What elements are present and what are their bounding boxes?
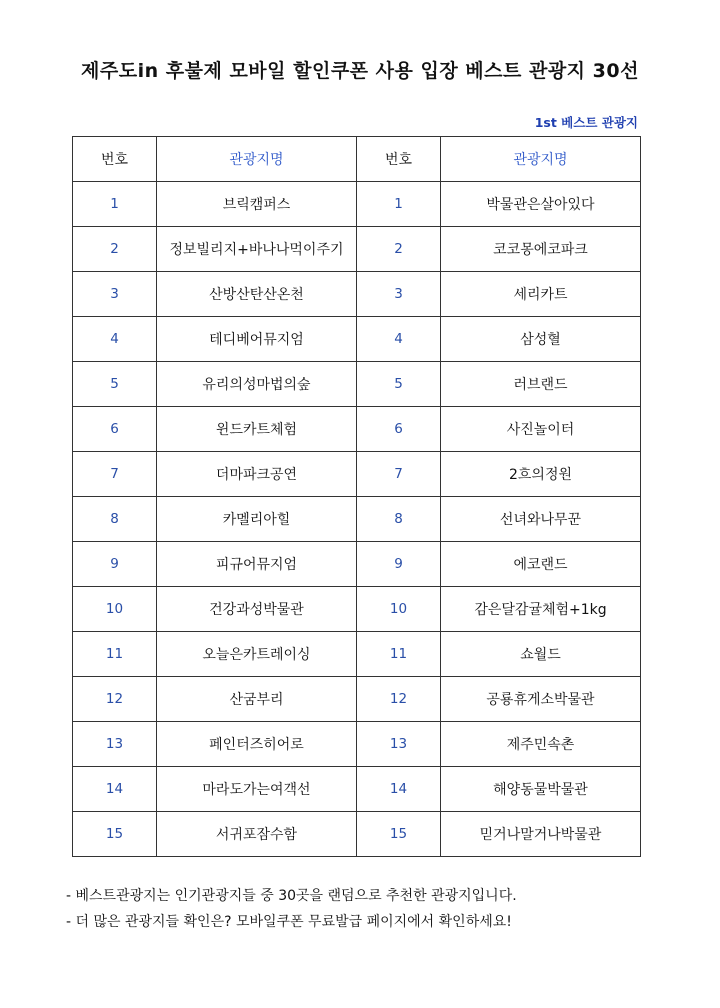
attraction-name-left: 마라도가는여객선 <box>157 767 357 812</box>
attraction-name-right: 믿거나말거나박물관 <box>441 812 641 857</box>
row-number-right: 13 <box>357 722 441 767</box>
row-number-right: 2 <box>357 227 441 272</box>
attraction-name-right: 감은달감귤체험+1kg <box>441 587 641 632</box>
row-number-left: 4 <box>73 317 157 362</box>
page-title: 제주도in 후불제 모바일 할인쿠폰 사용 입장 베스트 관광지 30선 <box>81 60 639 82</box>
row-number-left: 2 <box>73 227 157 272</box>
attraction-name-right: 코코몽에코파크 <box>441 227 641 272</box>
row-number-left: 11 <box>73 632 157 677</box>
row-number-left: 1 <box>73 182 157 227</box>
attraction-name-left: 산굼부리 <box>157 677 357 722</box>
row-number-left: 15 <box>73 812 157 857</box>
attraction-name-left: 페인터즈히어로 <box>157 722 357 767</box>
row-number-left: 12 <box>73 677 157 722</box>
table-header-row <box>73 137 641 182</box>
table-body <box>73 182 641 857</box>
table-row <box>73 542 641 587</box>
attraction-name-right: 쇼월드 <box>441 632 641 677</box>
row-number-right: 1 <box>357 182 441 227</box>
table-row <box>73 677 641 722</box>
row-number-left: 10 <box>73 587 157 632</box>
attraction-name-right: 공룡휴게소박물관 <box>441 677 641 722</box>
header-name-right: 관광지명 <box>441 137 641 182</box>
table-row <box>73 317 641 362</box>
row-number-right: 8 <box>357 497 441 542</box>
table-row <box>73 407 641 452</box>
note-more-info: - 더 많은 관광지들 확인은? 모바일쿠폰 무료발급 페이지에서 확인하세요! <box>66 914 512 930</box>
attraction-name-right: 에코랜드 <box>441 542 641 587</box>
row-number-left: 13 <box>73 722 157 767</box>
row-number-left: 7 <box>73 452 157 497</box>
attraction-name-left: 산방산탄산온천 <box>157 272 357 317</box>
row-number-left: 9 <box>73 542 157 587</box>
attraction-name-right: 제주민속촌 <box>441 722 641 767</box>
attraction-name-right: 삼성혈 <box>441 317 641 362</box>
attraction-name-left: 피규어뮤지엄 <box>157 542 357 587</box>
attraction-name-right: 박물관은살아있다 <box>441 182 641 227</box>
row-number-left: 8 <box>73 497 157 542</box>
table-row <box>73 722 641 767</box>
row-number-left: 14 <box>73 767 157 812</box>
page-subtitle: 1st 베스트 관광지 <box>534 115 638 130</box>
row-number-right: 12 <box>357 677 441 722</box>
row-number-right: 14 <box>357 767 441 812</box>
attraction-name-right: 사진놀이터 <box>441 407 641 452</box>
row-number-left: 5 <box>73 362 157 407</box>
table-row <box>73 632 641 677</box>
attraction-name-right: 러브랜드 <box>441 362 641 407</box>
notes <box>66 883 666 935</box>
row-number-right: 5 <box>357 362 441 407</box>
attraction-name-left: 오늘은카트레이싱 <box>157 632 357 677</box>
attraction-name-left: 윈드카트체험 <box>157 407 357 452</box>
attraction-name-left: 테디베어뮤지엄 <box>157 317 357 362</box>
header-name-left: 관광지명 <box>157 137 357 182</box>
row-number-right: 6 <box>357 407 441 452</box>
table-row <box>73 227 641 272</box>
row-number-right: 11 <box>357 632 441 677</box>
attraction-name-left: 서귀포잠수함 <box>157 812 357 857</box>
note-random-selection: - 베스트관광지는 인기관광지들 중 30곳을 랜덤으로 추천한 관광지입니다. <box>66 888 517 904</box>
row-number-left: 3 <box>73 272 157 317</box>
attraction-name-left: 정보빌리지+바나나먹이주기 <box>157 227 357 272</box>
table-row <box>73 497 641 542</box>
attractions-table <box>72 136 641 857</box>
table-row <box>73 362 641 407</box>
attraction-name-left: 건강과성박물관 <box>157 587 357 632</box>
row-number-left: 6 <box>73 407 157 452</box>
table-row <box>73 272 641 317</box>
attraction-name-right: 선녀와나무꾼 <box>441 497 641 542</box>
row-number-right: 7 <box>357 452 441 497</box>
table-row <box>73 452 641 497</box>
row-number-right: 4 <box>357 317 441 362</box>
attraction-name-left: 유리의성마법의숲 <box>157 362 357 407</box>
row-number-right: 9 <box>357 542 441 587</box>
attraction-name-right: 2흐의정원 <box>441 452 641 497</box>
table-row <box>73 812 641 857</box>
attraction-name-left: 브릭캠퍼스 <box>157 182 357 227</box>
table-row <box>73 182 641 227</box>
row-number-right: 15 <box>357 812 441 857</box>
attraction-name-right: 해양동물박물관 <box>441 767 641 812</box>
attraction-name-left: 더마파크공연 <box>157 452 357 497</box>
header-number-left: 번호 <box>73 137 157 182</box>
table-row <box>73 767 641 812</box>
attraction-name-left: 카멜리아힐 <box>157 497 357 542</box>
header-number-right: 번호 <box>357 137 441 182</box>
row-number-right: 3 <box>357 272 441 317</box>
attraction-name-right: 세리카트 <box>441 272 641 317</box>
table-row <box>73 587 641 632</box>
row-number-right: 10 <box>357 587 441 632</box>
